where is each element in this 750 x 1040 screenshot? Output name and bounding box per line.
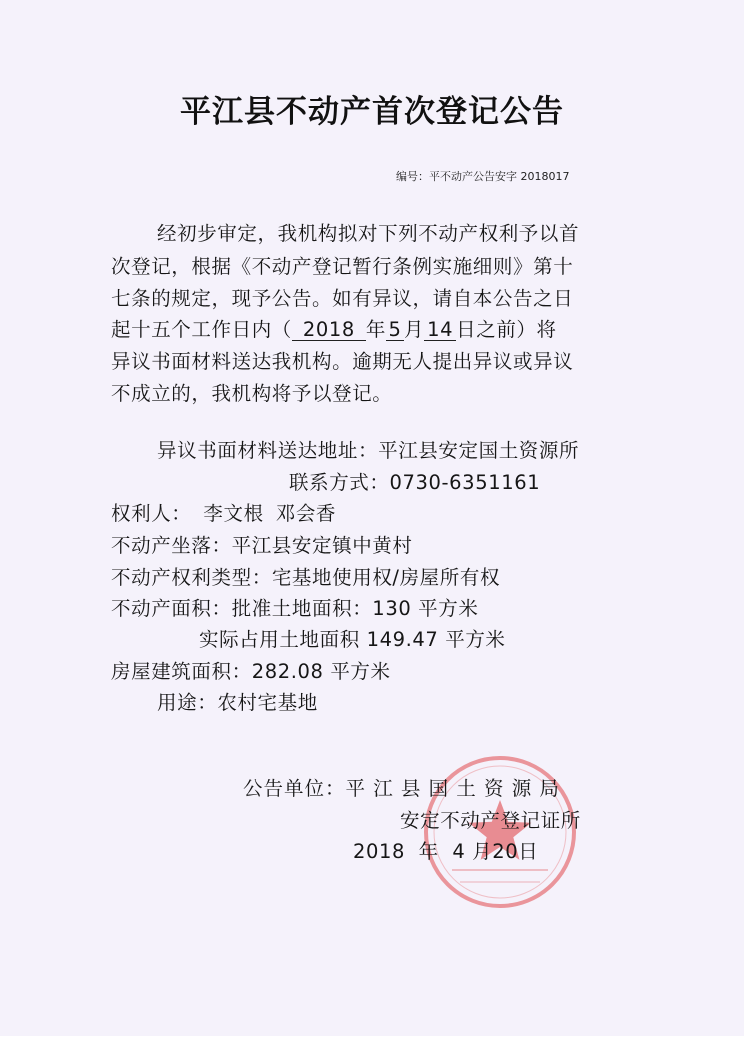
approved-area: 批准土地面积：130 平方米 [231, 597, 479, 620]
building-area-label: 房屋建筑面积： [111, 660, 252, 683]
contact-label: 联系方式： [289, 471, 390, 494]
holder-label: 权利人： [111, 502, 192, 525]
holder-name-1: 李文根 [203, 502, 264, 525]
issuer-label: 公告单位： [243, 777, 346, 800]
issuer-row [243, 777, 560, 801]
usage-label: 用途： [157, 691, 218, 714]
actual-area: 实际占用土地面积 149.47 平方米 [199, 628, 506, 651]
building-area-value: 282.08 平方米 [251, 660, 391, 683]
contact-row [289, 471, 540, 495]
deadline-year-unit: 年 [365, 318, 387, 341]
body-line-2: 次登记，根据《不动产登记暂行条例实施细则》第十 [111, 255, 574, 278]
body-line-6: 不成立的，我机构将予以登记。 [111, 382, 393, 405]
area-label: 不动产面积： [111, 597, 232, 620]
holder-name-2: 邓会香 [275, 502, 337, 525]
sub-issuer: 安定不动产登记证所 [400, 809, 581, 832]
right-type-value: 宅基地使用权/房屋所有权 [271, 566, 501, 589]
issuer-name: 平 江 县 国 土 资 源 局 [345, 777, 560, 800]
objection-address-label: 异议书面材料送达地址： [157, 439, 379, 462]
deadline-month-unit: 月 [404, 318, 425, 341]
holder-row [111, 502, 336, 526]
body-line-4 [111, 318, 557, 342]
right-type-label: 不动产权利类型： [111, 566, 272, 589]
body-line-4-suffix: 日之前）将 [456, 318, 557, 341]
scan-margin-bottom [0, 1036, 750, 1040]
building-area-row [111, 660, 391, 684]
usage-row [157, 691, 318, 715]
scan-margin-right [744, 0, 750, 1040]
location-value: 平江县安定镇中黄村 [231, 534, 413, 557]
usage-value: 农村宅基地 [217, 691, 318, 714]
notice-title: 平江县不动产首次登记公告 [180, 94, 564, 130]
body-line-3: 七条的规定，现予公告。如有异议，请自本公告之日 [111, 287, 574, 310]
body-line-5: 异议书面材料送达我机构。逾期无人提出异议或异议 [111, 350, 574, 373]
deadline-year: 2018 [292, 319, 366, 341]
contact-phone: 0730-6351161 [389, 471, 541, 494]
body-line-4-prefix: 起十五个工作日内（ [111, 318, 292, 341]
area-row [111, 597, 478, 621]
body-line-1: 经初步审定，我机构拟对下列不动产权利予以首 [157, 222, 580, 245]
location-row [111, 534, 413, 558]
objection-address-row [157, 439, 579, 463]
objection-address: 平江县安定国土资源所 [378, 439, 580, 462]
issue-date: 2018 年 4 月20日 [353, 840, 539, 863]
location-label: 不动产坐落： [111, 534, 232, 557]
document-number: 编号：平不动产公告安字 2018017 [396, 170, 570, 183]
deadline-month: 5 [386, 319, 404, 341]
right-type-row [111, 566, 500, 590]
deadline-day: 14 [424, 319, 456, 341]
